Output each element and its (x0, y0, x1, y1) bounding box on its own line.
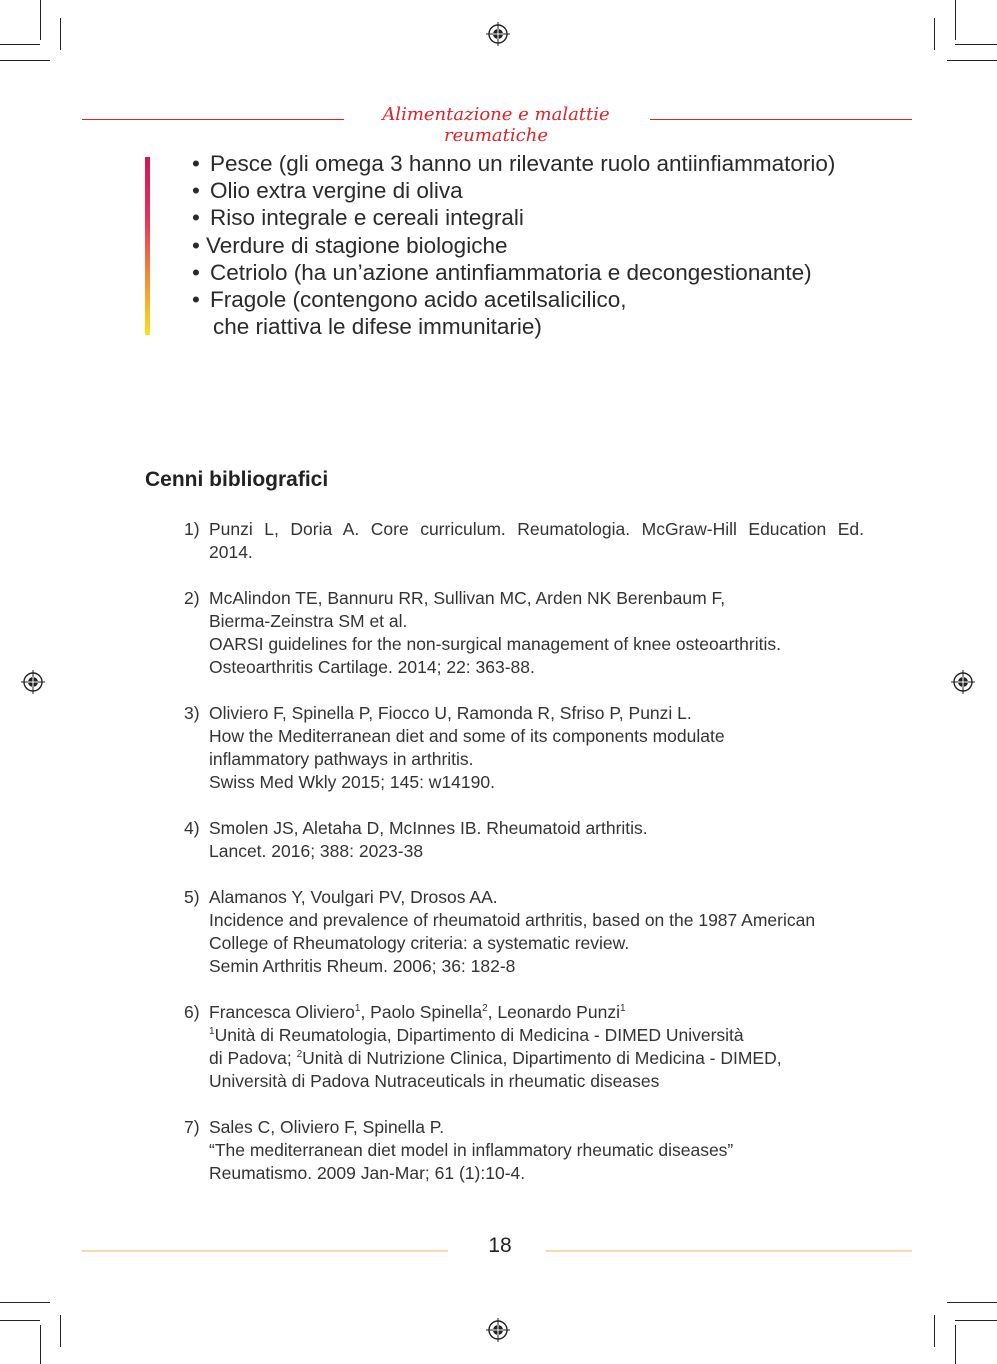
bullet-icon: • (192, 287, 200, 313)
list-item: • Verdure di stagione biologiche (192, 232, 508, 258)
reference-item: 7) Sales C, Oliviero F, Spinella P. “The mediterranean diet model in inflammatory rheumatic diseases” Reumatismo. 2009 Jan-Mar; 61 (1):10-4. (184, 1117, 734, 1183)
bullet-icon: • (192, 178, 200, 204)
list-item: • Olio extra vergine di oliva (192, 178, 463, 204)
reference-number: 2) (184, 588, 200, 608)
registration-mark-icon (486, 22, 510, 46)
footer-rule-left (82, 1250, 448, 1252)
reference-number: 3) (184, 703, 200, 723)
reference-affiliation: di Padova; $^2$Unità di Nutrizione Clinica, Dipartimento di Medicina - DIMED, (209, 1048, 782, 1068)
reference-affiliation: $^1$Unità di Reumatologia, Dipartimento di Medicina - DIMED Università (209, 1025, 744, 1045)
header-rule-right (650, 119, 912, 120)
reference-item (184, 1001, 864, 1093)
reference-affiliation: Università di Padova Nutraceuticals in rheumatic diseases (209, 1071, 660, 1091)
accent-bar (145, 157, 150, 335)
reference-item: 1) Punzi L, Doria A. Core curriculum. Reumatologia. McGraw-Hill Education Ed. 2014. (184, 519, 864, 562)
list-item: • Riso integrale e cereali integrali (192, 205, 524, 231)
header-rule-left (82, 119, 344, 120)
footer-rule-right (546, 1250, 912, 1252)
reference-item: 5) Alamanos Y, Voulgari PV, Drosos AA. Incidence and prevalence of rheumatoid arthritis, based on the 1987 American College of Rheumatology criteria: a systematic review. Semin Arthritis Rheum. 2006; 36: 182-8 (184, 887, 816, 976)
registration-mark-icon (951, 670, 975, 694)
reference-number: 6) (184, 1002, 200, 1022)
reference-number: 1) (184, 519, 200, 539)
running-title: Alimentazione e malattie reumatiche (382, 104, 610, 146)
reference-number: 5) (184, 887, 200, 907)
reference-list (184, 518, 864, 1208)
list-item: • Pesce (gli omega 3 hanno un rilevante ruolo antiinfiammatorio) (192, 151, 836, 176)
registration-mark-icon (486, 1318, 510, 1342)
bullet-icon: • (192, 151, 200, 176)
section-title: Cenni bibliografici (145, 468, 329, 491)
reference-number: 7) (184, 1117, 200, 1137)
bullet-icon: • (192, 205, 200, 231)
page-number: 18 (488, 1234, 512, 1257)
reference-item: 2) McAlindon TE, Bannuru RR, Sullivan MC, Arden NK Berenbaum F, Bierma-Zeinstra SM et al. OARSI guidelines for the non-surgical management of knee osteoarthritis. Osteoarthritis Cartilage. 2014; 22: 363-88. (184, 588, 781, 677)
bullet-icon: • (192, 232, 200, 258)
reference-item: 3) Oliviero F, Spinella P, Fiocco U, Ramonda R, Sfriso P, Punzi L. How the Mediterranean diet and some of its components modulate inflammatory pathways in arthritis. Swiss Med Wkly 2015; 145: w14190. (184, 703, 725, 792)
list-item: • Fragole (contengono acido acetilsalicilico, che riattiva le difese immunitarie) (192, 287, 627, 340)
reference-number: 4) (184, 818, 200, 838)
reference-authors: Francesca Oliviero$^1$, Paolo Spinella$^2$, Leonardo Punzi$^1$ (209, 1002, 626, 1022)
list-item: • Cetriolo (ha un’azione antinfiammatoria e decongestionante) (192, 259, 812, 285)
food-list (192, 150, 835, 340)
registration-mark-icon (21, 670, 45, 694)
reference-item: 4) Smolen JS, Aletaha D, McInnes IB. Rheumatoid arthritis. Lancet. 2016; 388: 2023-38 (184, 818, 648, 861)
bullet-icon: • (192, 259, 200, 285)
